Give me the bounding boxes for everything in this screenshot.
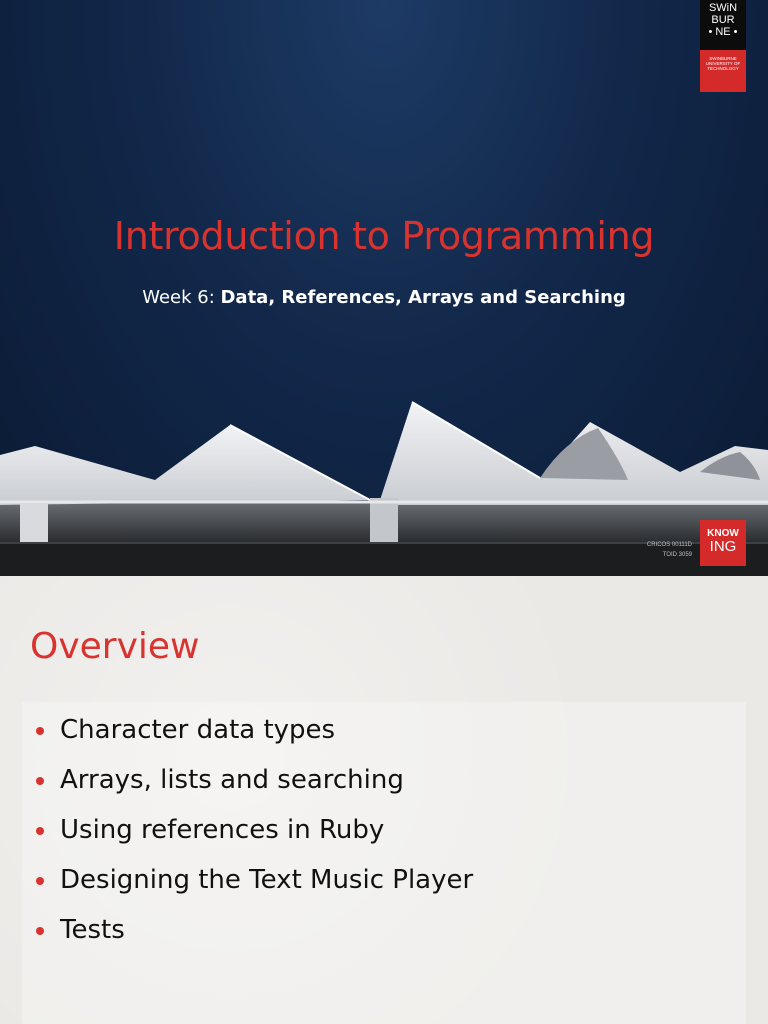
bullet-text: Character data types [60,715,336,745]
bullet-dot-icon [36,927,44,935]
bullet-text: Arrays, lists and searching [60,765,404,795]
bullet-text: Using references in Ruby [60,815,385,845]
cricos-text [620,540,692,560]
overview-title: Overview [30,626,200,667]
bullet-item [36,812,473,862]
subtitle-topic: Data, References, Arrays and Searching [220,287,626,308]
bullet-text: Tests [60,915,125,945]
bullet-dot-icon [36,727,44,735]
logo-line: • NE • [708,26,738,38]
bullet-item [36,712,473,762]
logo-line: BUR [711,14,735,26]
logo-line: SWiN [708,2,738,14]
overview-slide [0,576,768,1024]
bullet-list [36,712,473,962]
toid-line: TOID 3059 [662,552,692,558]
badge-line2: ING [709,538,737,555]
badge-line1: KNOW [707,528,739,539]
bullet-dot-icon [36,877,44,885]
bullet-dot-icon [36,827,44,835]
slide-title: Introduction to Programming [113,214,655,258]
bullet-dot-icon [36,777,44,785]
bullet-item [36,762,473,812]
bullet-item [36,862,473,912]
slide-subtitle [0,287,768,308]
bullets-panel [22,702,746,1024]
swinburne-logo [700,0,746,92]
bullet-item [36,912,473,962]
subtitle-prefix: Week 6: [142,287,221,308]
cricos-line: CRICOS 00111D [646,542,692,548]
logo-wordmark [700,0,746,50]
logo-subtext: SWINBURNE UNIVERSITY OF TECHNOLOGY [700,50,746,92]
knowing-badge [700,520,746,566]
bullet-text: Designing the Text Music Player [60,865,474,895]
